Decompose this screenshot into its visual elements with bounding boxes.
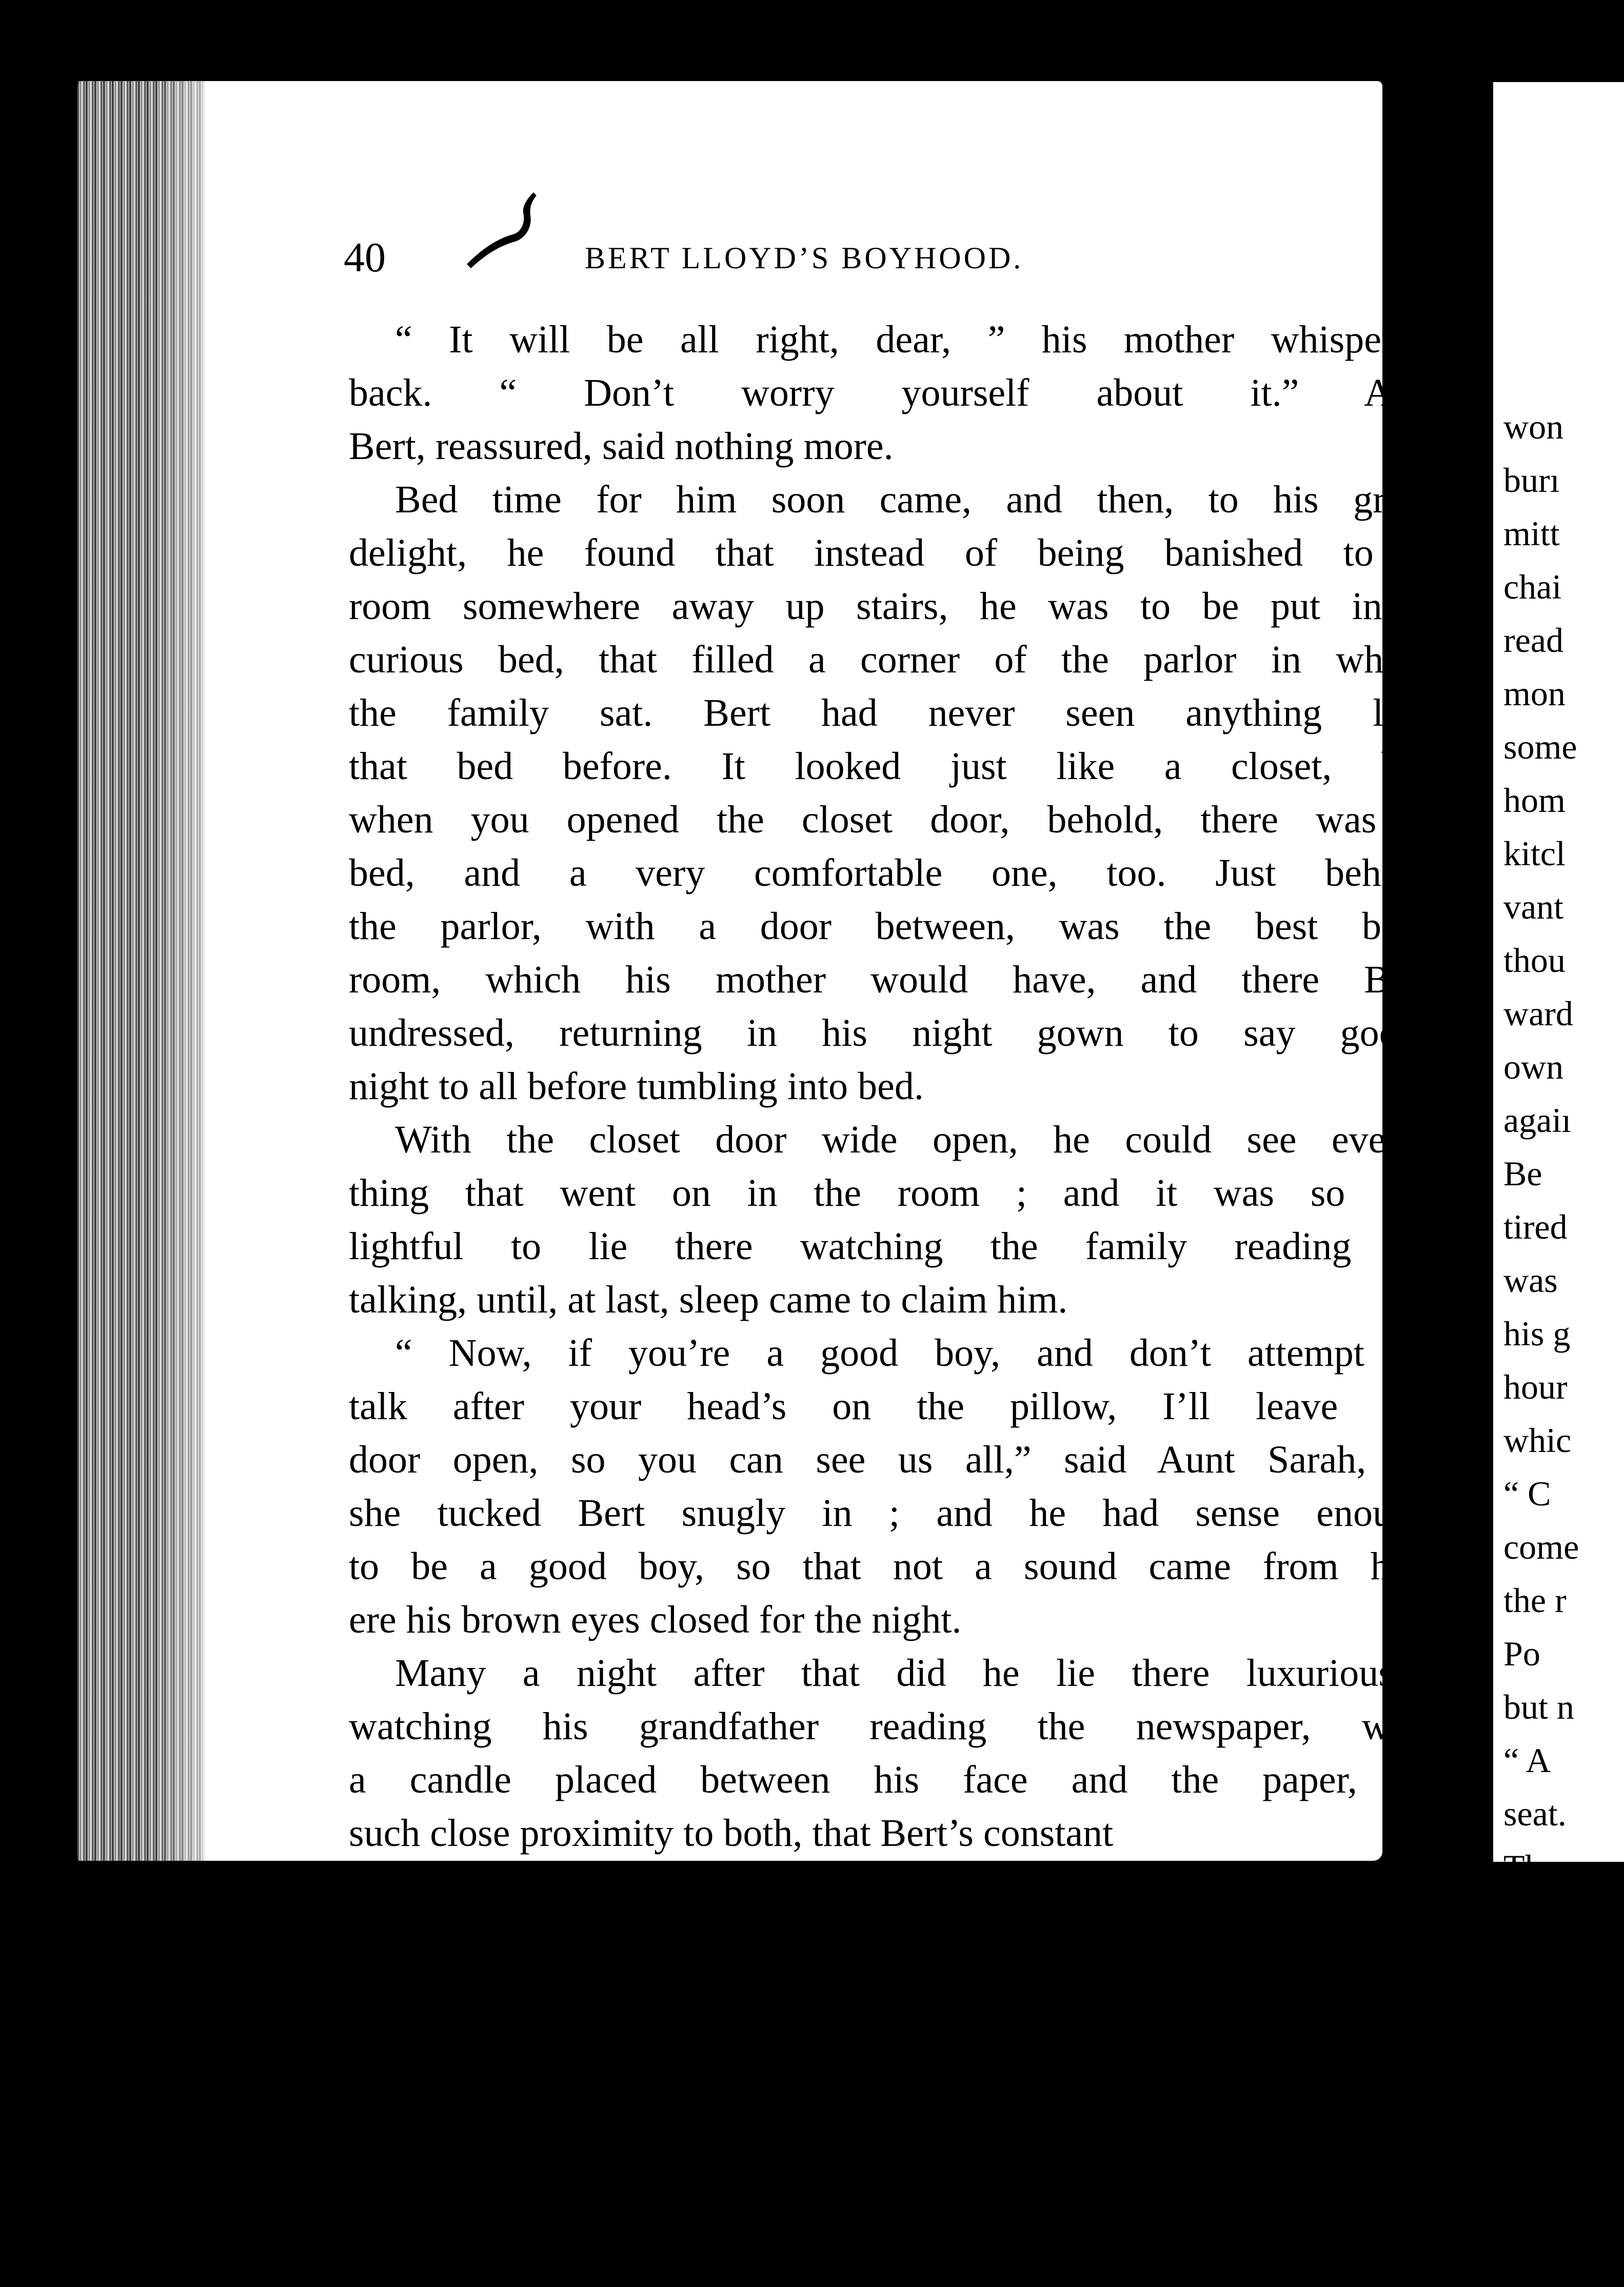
text-line: door open, so you can see us all,” said Aunt Sarah, as (349, 1438, 1431, 1481)
running-head (344, 233, 1318, 295)
text-line: curious bed, that filled a corner of the parlor in which (349, 638, 1431, 681)
paragraph (349, 1326, 1431, 1646)
text-line: room somewhere away up stairs, he was to be put in a (349, 585, 1431, 628)
text-line: “ Now, if you’re a good boy, and don’t attempt to (395, 1331, 1431, 1375)
text-line: the parlor, with a door between, was the best bed- (349, 905, 1431, 948)
facing-line-fragment: thou (1503, 941, 1566, 980)
text-line: delight, he found that instead of being banished to a (349, 531, 1431, 574)
text-line: watching his grandfather reading the newspaper, with (349, 1705, 1431, 1748)
text-line: that bed before. It looked just like a closet, but (349, 745, 1431, 788)
facing-page-text (1503, 400, 1587, 1947)
facing-line-fragment: own (1503, 1047, 1564, 1086)
text-line: Bed time for him soon came, and then, to his great (395, 478, 1431, 521)
facing-line-fragment: mitt (1503, 514, 1560, 553)
facing-line-fragment: read (1503, 621, 1564, 660)
facing-line-fragment: tired (1503, 1207, 1568, 1246)
facing-line-fragment: seat. (1503, 1794, 1567, 1833)
paragraph (349, 1113, 1431, 1326)
body-text (349, 313, 1431, 1860)
facing-line-fragment: some (1503, 727, 1577, 766)
facing-line-fragment: agaiı (1503, 1101, 1572, 1140)
text-line: night to all before tumbling into bed. (349, 1065, 924, 1108)
facing-line-fragment: chai (1503, 567, 1562, 606)
text-line: thing that went on in the room ; and it was so de- (349, 1171, 1431, 1215)
text-line: such close proximity to both, that Bert’s constant (349, 1812, 1114, 1855)
text-line: the family sat. Bert had never seen anything like (349, 691, 1431, 734)
facing-line-fragment: kitcl (1503, 834, 1566, 873)
facing-line-fragment: vant (1503, 887, 1564, 926)
text-line: a candle placed between his face and the paper, in (349, 1758, 1431, 1801)
text-line: ere his brown eyes closed for the night. (349, 1598, 962, 1641)
facing-line-fragment: Be (1503, 1154, 1542, 1193)
text-line: “ It will be all right, dear, ” his mother whispered (395, 318, 1431, 361)
text-line: talk after your head’s on the pillow, I’ll leave the (349, 1385, 1431, 1428)
facing-line-fragment: but n (1503, 1687, 1574, 1726)
text-line: she tucked Bert snugly in ; and he had sense enough (349, 1491, 1431, 1535)
text-line: undressed, returning in his night gown to say good- (349, 1011, 1431, 1055)
facing-line-fragment: Po (1503, 1634, 1540, 1673)
text-line: room, which his mother would have, and there Bert (349, 958, 1431, 1001)
text-line: to be a good boy, so that not a sound came from him (349, 1545, 1431, 1588)
text-line: when you opened the closet door, behold, there was a (349, 798, 1431, 841)
facing-line-fragment: boy, a (1503, 1901, 1587, 1940)
facing-line-fragment: won (1503, 407, 1564, 446)
text-line: talking, until, at last, sleep came to claim him. (349, 1278, 1068, 1321)
facing-line-fragment: hom (1503, 781, 1566, 820)
book-title: BERT LLOYD’S BOYHOOD. (585, 241, 1024, 275)
text-line: Bert, reassured, said nothing more. (349, 425, 894, 468)
facing-line-fragment: his g (1503, 1314, 1571, 1353)
text-line: bed, and a very comfortable one, too. Just behind (349, 851, 1431, 894)
facing-line-fragment: ward (1503, 994, 1573, 1033)
facing-line-fragment: “ A (1503, 1741, 1551, 1780)
facing-line-fragment: was (1503, 1261, 1558, 1300)
facing-line-fragment: burı (1503, 461, 1560, 500)
facing-line-fragment: Th (1503, 1847, 1542, 1886)
paragraph (349, 1646, 1431, 1860)
facing-page (1485, 82, 1624, 1940)
pen-flourish-icon (462, 187, 549, 269)
page-number: 40 (344, 234, 386, 281)
text-line: lightful to lie there watching the family reading or (349, 1225, 1431, 1268)
facing-line-fragment: the r (1503, 1581, 1567, 1620)
text-line: With the closet door wide open, he could see every- (395, 1118, 1431, 1161)
facing-line-fragment: whic (1503, 1421, 1572, 1460)
facing-line-fragment: come (1503, 1527, 1579, 1566)
text-line: Many a night after that did he lie there luxuriously, (395, 1652, 1431, 1695)
facing-line-fragment: hour (1503, 1367, 1568, 1406)
paragraph (349, 313, 1431, 473)
facing-line-fragment: “ C (1503, 1474, 1551, 1513)
text-line: back. “ Don’t worry yourself about it.” And (349, 371, 1431, 414)
paragraph (349, 473, 1431, 1113)
facing-line-fragment: mon (1503, 674, 1566, 713)
